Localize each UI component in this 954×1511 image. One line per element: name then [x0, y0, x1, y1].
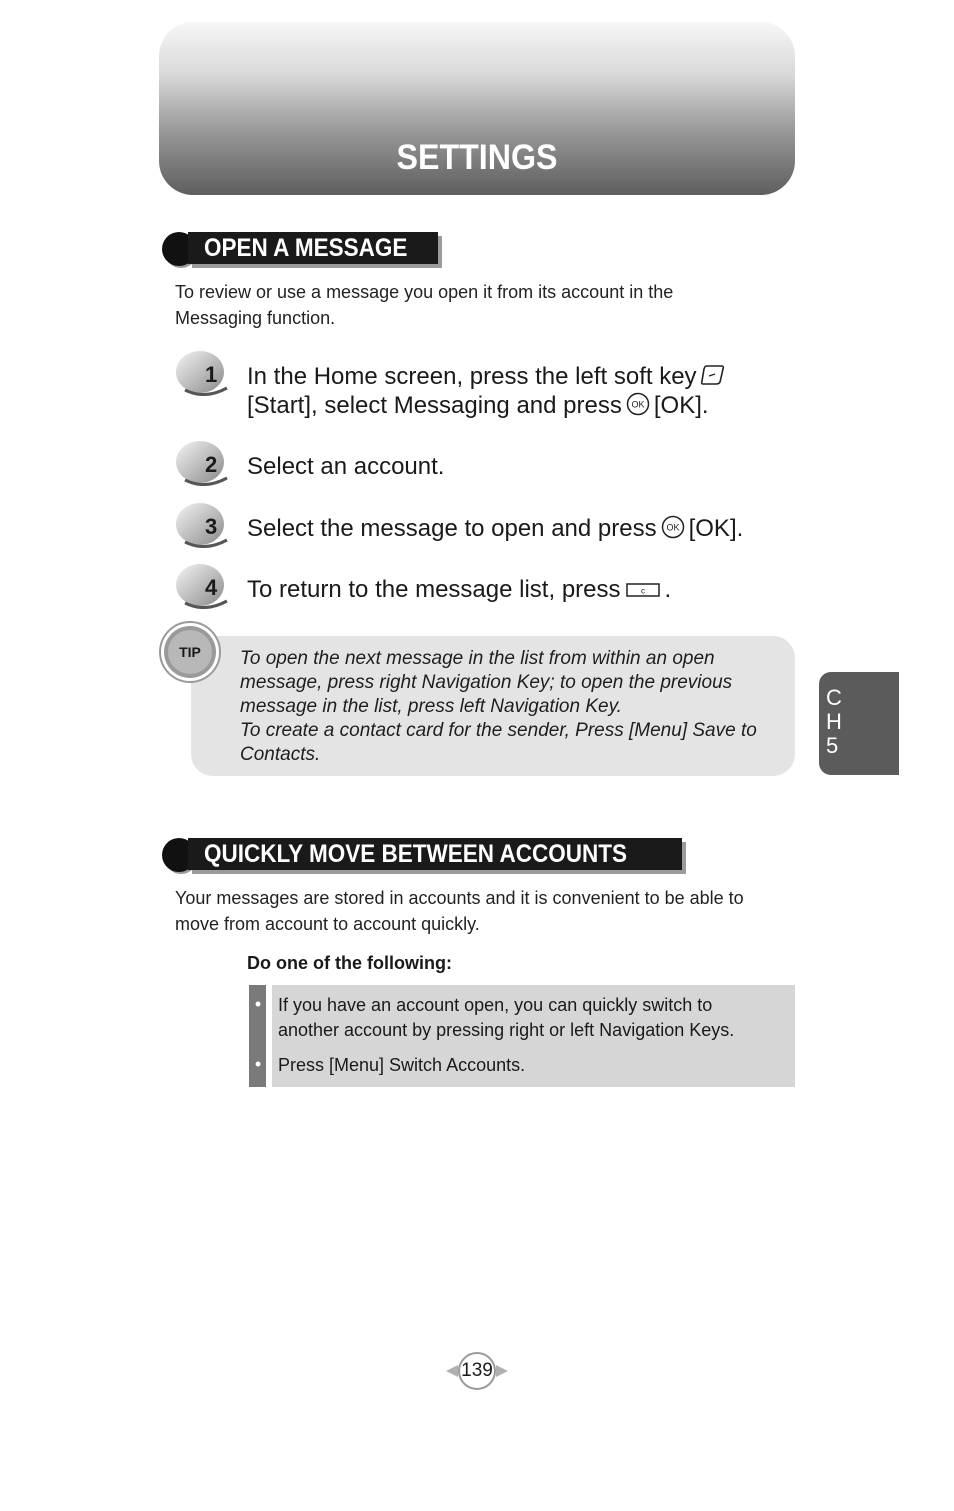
step-text	[247, 575, 671, 604]
step-text-part: Select the message to open and press	[247, 515, 657, 542]
step-number: 2	[205, 452, 218, 477]
list-item	[278, 1053, 788, 1078]
instruction-label: Do one of the following:	[247, 953, 452, 973]
step-badge-icon	[175, 350, 231, 396]
section-heading-move-accounts	[162, 838, 642, 874]
tip-label: TIP	[179, 644, 201, 660]
bullet-dot-icon: •	[254, 1054, 262, 1074]
section-title: OPEN A MESSAGE	[204, 234, 408, 262]
chapter-tab-label: C H 5	[826, 685, 842, 758]
step-text-part: To return to the message list, press	[247, 576, 621, 603]
list-item-line: another account by pressing right or left Navigation Keys.	[278, 1020, 735, 1040]
section-heading-open-message	[162, 232, 422, 268]
svg-text:OK: OK	[631, 399, 645, 410]
step-badge-icon	[175, 440, 231, 486]
ok-key-icon	[625, 392, 651, 416]
step-text-part: [OK].	[688, 515, 744, 542]
left-soft-key-icon	[700, 363, 726, 387]
step-text: Select an account.	[247, 453, 445, 480]
tip-line: message, press right Navigation Key; to open the previous	[240, 672, 733, 693]
step-text-part: [OK].	[653, 392, 709, 419]
step-text-part: [Start], select Messaging and press	[247, 392, 622, 419]
page-number-badge	[444, 1350, 510, 1392]
intro-line: To review or use a message you open it from its account in the	[175, 282, 674, 302]
step-text	[247, 514, 743, 543]
page-title: SETTINGS	[396, 138, 558, 177]
step-number: 1	[205, 362, 218, 387]
section-title: QUICKLY MOVE BETWEEN ACCOUNTS	[204, 840, 627, 868]
step-badge-icon	[175, 563, 231, 609]
svg-text:OK: OK	[666, 522, 680, 533]
tip-badge-icon	[158, 620, 222, 684]
chapter-tab	[819, 672, 899, 775]
bullet-dot-icon: •	[254, 994, 262, 1014]
tip-line: message in the list, press left Navigation Key.	[240, 696, 622, 717]
section-intro	[175, 885, 800, 937]
intro-line: Your messages are stored in accounts and it is convenient to be able to	[175, 888, 744, 908]
tip-text	[240, 647, 785, 767]
step-number: 4	[205, 575, 218, 600]
section-intro	[175, 279, 800, 331]
clear-key-icon	[624, 580, 662, 600]
section-title-bar	[188, 232, 438, 264]
step-badge-icon	[175, 502, 231, 548]
step-text-part: In the Home screen, press the left soft key	[247, 363, 697, 390]
page-number: 139	[461, 1360, 493, 1381]
step-text	[247, 362, 729, 420]
tip-line: To open the next message in the list from within an open	[240, 648, 715, 669]
section-title-bar	[188, 838, 682, 870]
intro-line: Messaging function.	[175, 308, 336, 328]
intro-line: move from account to account quickly.	[175, 914, 480, 934]
ok-key-icon	[660, 515, 686, 539]
list-item	[278, 993, 788, 1043]
tip-line: To create a contact card for the sender, Press [Menu] Save to	[240, 720, 757, 741]
list-item-line: If you have an account open, you can quickly switch to	[278, 995, 713, 1015]
step-number: 3	[205, 514, 218, 539]
svg-text:c: c	[640, 586, 645, 596]
tip-line: Contacts.	[240, 744, 321, 765]
list-item-line: Press [Menu] Switch Accounts.	[278, 1055, 526, 1075]
step-text-part: .	[664, 576, 672, 603]
